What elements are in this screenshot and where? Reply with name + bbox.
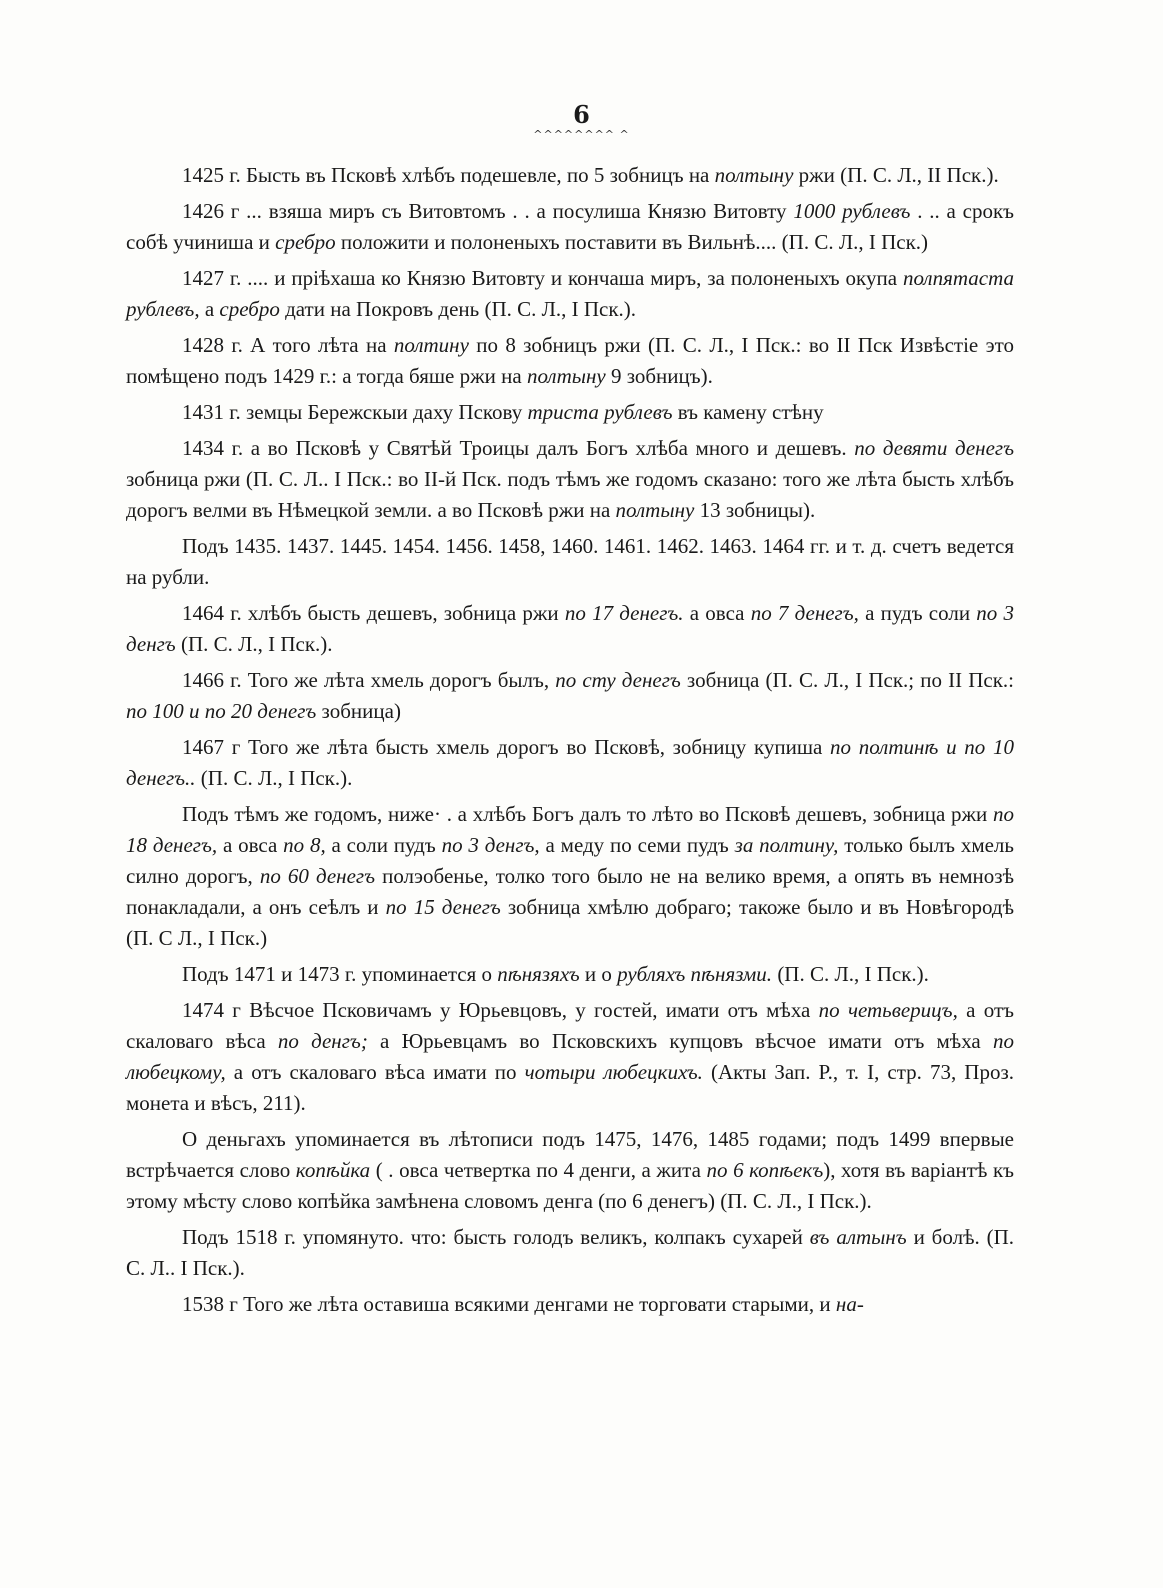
text-run: 9 зобницъ). [605,364,713,388]
text-run: (Акты Зап. Р., т. I, стр. 73, Проз. монета и вѣсъ, 211). [126,1060,1014,1115]
italic-run: по 100 и по 20 денегъ [126,699,317,723]
text-run: Подъ 1471 и 1473 г. упоминается о [182,962,498,986]
text-run: О деньгахъ упоминается въ лѣтописи подъ 1475, 1476, 1485 годами; подъ 1499 впервые встрѣчается слово [126,1127,1014,1182]
text-run: 1425 г. Бысть въ Псковѣ хлѣбъ подешевле, по 5 зобницъ на [182,163,715,187]
text-run: дати на Покровъ день (П. С. Л., I Пск.). [279,297,637,321]
text-run: 1464 г. хлѣбъ бысть дешевъ, зобница ржи [182,601,565,625]
italic-run: по денгъ; [277,1029,368,1053]
text-run: 1426 г ... взяша миръ съ Витовтомъ . . а посулиша Князю Витовту [182,199,794,223]
text-run: зобница ржи (П. С. Л.. I Пск.: во II-й Пск. подъ тѣмъ же годомъ сказано: того же лѣта бысть хлѣбъ дорогъ велми въ Нѣмецкой земли. а во Псковѣ ржи на [126,467,1014,522]
text-run: а [199,297,220,321]
text-run: 1466 г. Того же лѣта хмель дорогъ былъ, [182,668,556,692]
text-run: Подъ 1518 г. упомянуто. что: бысть голодъ великъ, колпакъ сухарей [182,1225,810,1249]
paragraph [126,263,1014,325]
text-run: зобница хмѣлю добраго; такоже было и въ Новѣгородѣ (П. С Л., I Пск.) [126,895,1014,950]
italic-run: въ алтынъ [809,1225,907,1249]
italic-run: копѣйка [295,1158,371,1182]
text-run: ржи (П. С. Л., II Пск.). [793,163,999,187]
paragraph [126,959,1014,990]
paragraph [126,799,1014,954]
italic-run: на- [835,1292,864,1316]
italic-run: по 15 денегъ [385,895,501,919]
italic-run: полтину [393,333,469,357]
italic-run: по девяти денегъ [854,436,1014,460]
text-run: только былъ хмель силно дорогъ, [126,833,1014,888]
italic-run: рубляхъ пѣнязми. [617,962,773,986]
italic-run: по 3 денгъ, [441,833,540,857]
text-run: а овса [683,601,751,625]
paragraph [126,433,1014,526]
italic-run: по 8, [283,833,326,857]
text-run: . .. а срокъ собѣ учиниша и [126,199,1015,254]
text-run: зобница) [316,699,401,723]
paragraph [126,995,1014,1119]
paragraph [126,598,1014,660]
italic-run: по 60 денегъ [259,864,376,888]
text-run: (П. С. Л., I Пск.). [175,632,333,656]
italic-run: полтыну [526,364,606,388]
paragraph [126,665,1014,727]
italic-run: полтыну [714,163,794,187]
text-run: положити и полоненыхъ поставити въ Вильнѣ.... (П. С. Л., I Пск.) [335,230,929,254]
paragraph [126,1289,1014,1320]
text-run: а овса [217,833,284,857]
text-run: зобница (П. С. Л., I Пск.; по II Пск.: [680,668,1014,692]
paragraph [126,531,1014,593]
italic-run: по 3 денгъ [126,601,1014,656]
text-run: ), хотя въ варіантѣ къ этому мѣсту слово копѣйка замѣнена словомъ денга (по 6 денегъ) (П. С. Л., I Пск.). [126,1158,1015,1213]
paragraph [126,330,1014,392]
ornament-divider: ^^^^^^^^ ^ [533,128,630,141]
text-run: 1467 г Того же лѣта бысть хмель дорогъ во Псковѣ, зобницу купиша [182,735,831,759]
text-run: 1474 г Вѣсчое Псковичамъ у Юрьевцовъ, у гостей, имати отъ мѣха [182,998,819,1022]
italic-run: по четьверицъ, [818,998,958,1022]
text-run: а Юрьевцамъ во Псковскихъ купцовъ вѣсчое имати отъ мѣха [367,1029,993,1053]
paragraph [126,1222,1014,1284]
text-run: и болѣ. (П. С. Л.. I Пск.). [126,1225,1015,1280]
italic-run: за полтину, [734,833,839,857]
text-run: а отъ скаловаго вѣса имати по [225,1060,525,1084]
italic-run: по сту денегъ [555,668,681,692]
italic-run: по любецкому, [126,1029,1014,1084]
text-run: а отъ скаловаго вѣса [126,998,1014,1053]
text-run: Подъ 1435. 1437. 1445. 1454. 1456. 1458, 1460. 1461. 1462. 1463. 1464 гг. и т. д. счетъ ведется на рубли. [126,534,1014,589]
italic-run: по 17 денегъ. [564,601,684,625]
page-number: 6 [573,100,590,129]
text-run: (П. С. Л., I Пск.). [195,766,353,790]
italic-run: по 18 денегъ, [126,802,1014,857]
text-run: ( . овса четвертка по 4 денги, а жита [370,1158,707,1182]
text-run: 1434 г. а во Псковѣ у Святѣй Троицы далъ Богъ хлѣба много и дешевъ. [182,436,855,460]
paragraph [126,160,1014,191]
text-run: полэобенье, толко того было не на велико время, а опять въ немнозѣ понакладали, а онъ сеѣлъ и [126,864,1014,919]
italic-run: по 7 денегъ, [750,601,859,625]
paragraph [126,397,1014,428]
italic-run: триста рублевъ [527,400,673,424]
italic-run: по полтинѣ и по 10 денегъ.. [126,735,1014,790]
italic-run: чотыри любецкихъ. [524,1060,703,1084]
body-text [126,160,1014,1320]
italic-run: полтыну [615,498,695,522]
italic-run: 1000 рублевъ [793,199,911,223]
italic-run: сребро [219,297,280,321]
text-run: 1431 г. земцы Бережскыи даху Пскову [182,400,528,424]
italic-run: по 6 копѣекъ [706,1158,824,1182]
text-run: Подъ тѣмъ же годомъ, ниже· . а хлѣбъ Богъ далъ то лѣто во Псковѣ дешевъ, зобница ржи [182,802,993,826]
text-run: по 8 зобницъ ржи (П. С. Л., I Пск.: во II Пск Извѣстіе это помѣщено подъ 1429 г.: а тогда бяше ржи на [126,333,1014,388]
text-run: а пудъ соли [858,601,977,625]
text-run: въ камену стѣну [672,400,824,424]
text-run: (П. С. Л., I Пск.). [772,962,929,986]
paragraph [126,1124,1014,1217]
text-run: 13 зобницы). [694,498,816,522]
text-run: 1428 г. А того лѣта на [182,333,394,357]
text-run: и о [579,962,618,986]
italic-run: сребро [275,230,336,254]
paragraph [126,196,1014,258]
italic-run: полпятаста рублевъ, [126,266,1014,321]
text-run: 1538 г Того же лѣта оставиша всякими денгами не торговати старыми, и [182,1292,836,1316]
text-run: 1427 г. .... и пріѣхаша ко Князю Витовту и кончаша миръ, за полоненыхъ окупа [182,266,903,290]
paragraph [126,732,1014,794]
text-run: а меду по семи пудъ [539,833,735,857]
italic-run: пѣнязяхъ [497,962,580,986]
text-run: а соли пудъ [325,833,442,857]
